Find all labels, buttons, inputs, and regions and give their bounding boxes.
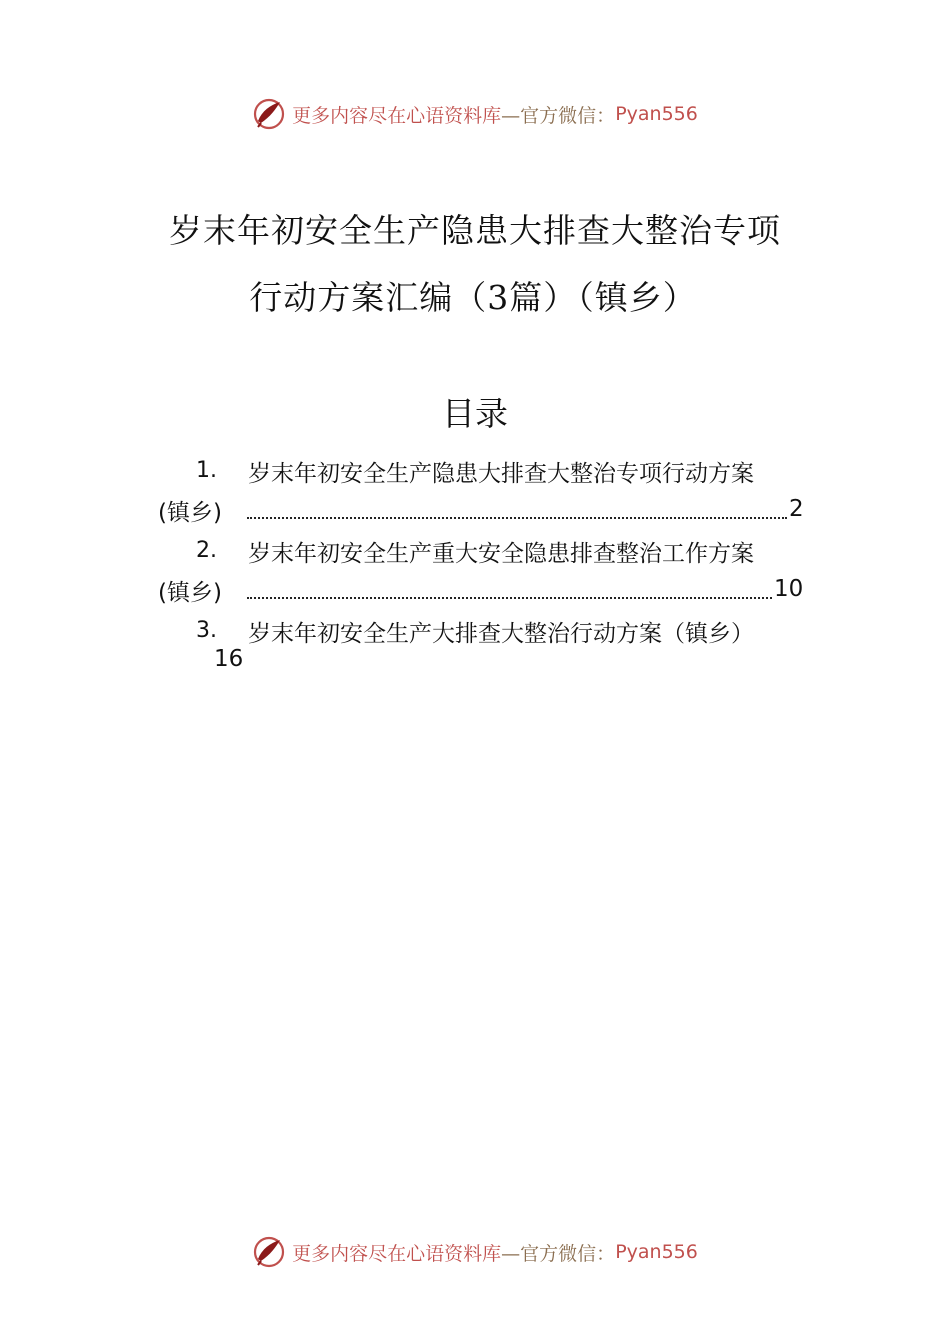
pen-nib-logo-icon bbox=[252, 97, 286, 131]
toc-entry-page: 16 bbox=[214, 646, 244, 672]
footer-watermark bbox=[0, 1232, 950, 1272]
watermark-wechat-id: Pyan556 bbox=[615, 1241, 698, 1263]
watermark-dash-text: —官方微信： bbox=[501, 104, 616, 127]
toc-entry-title: 岁末年初安全生产大排查大整治行动方案（镇乡） bbox=[248, 621, 754, 647]
toc-entry-number: 3. bbox=[196, 618, 217, 643]
toc-entry-number: 1. bbox=[196, 458, 217, 483]
pen-nib-logo-icon bbox=[252, 1235, 286, 1269]
document-title-line-1: 岁末年初安全生产隐患大排查大整治专项 bbox=[169, 211, 781, 250]
toc-entry-title: 岁末年初安全生产重大安全隐患排查整治工作方案 bbox=[248, 541, 754, 567]
watermark-site-text: 更多内容尽在心语资料库 bbox=[292, 104, 502, 127]
watermark-dash-text: —官方微信： bbox=[501, 1242, 616, 1265]
toc-dot-leader bbox=[247, 509, 787, 519]
toc-entry-title: 岁末年初安全生产隐患大排查大整治专项行动方案 bbox=[248, 461, 754, 487]
header-watermark bbox=[0, 94, 950, 134]
toc-entry-number: 2. bbox=[196, 538, 217, 563]
toc-entry-suffix: (镇乡) bbox=[158, 500, 222, 526]
toc-entry-page: 10 bbox=[774, 576, 804, 602]
toc-entry-suffix: (镇乡) bbox=[158, 580, 222, 606]
toc-entry-page: 2 bbox=[789, 496, 804, 522]
watermark-wechat-id: Pyan556 bbox=[615, 103, 698, 125]
document-title-line-2: 行动方案汇编（3篇）（镇乡） bbox=[249, 278, 697, 317]
watermark-site-text: 更多内容尽在心语资料库 bbox=[292, 1242, 502, 1265]
toc-heading: 目录 bbox=[442, 394, 508, 433]
toc-dot-leader bbox=[247, 589, 772, 599]
